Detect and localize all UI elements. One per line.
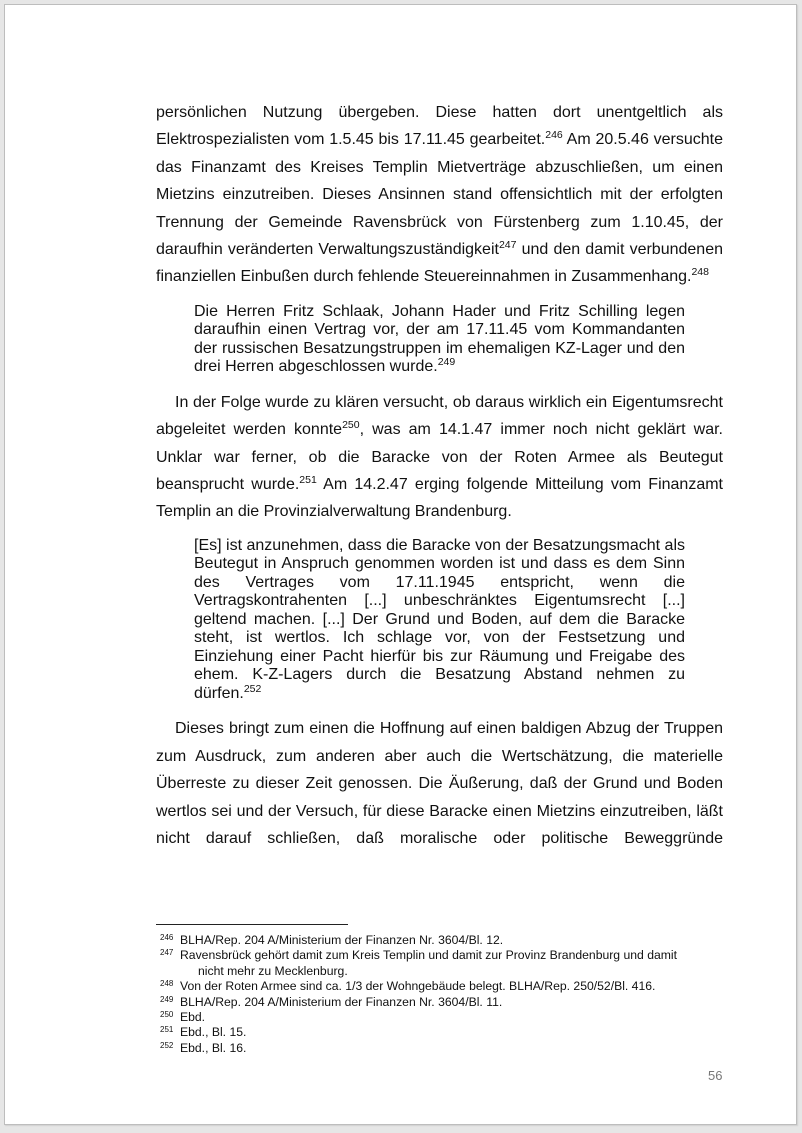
footnote-text-continuation: nicht mehr zu Mecklenburg. bbox=[198, 963, 348, 978]
paragraph-text: Am 20.5.46 versuchte das Finanzamt des Kreises Templin Mietverträge abzuschließen, um einen Mietzins einzutreiben. Dieses Ansinnen stand offensichtlich mit der erfolgten Trennung der Gemeinde Ravensbrück von Fürstenberg zum 1.10.45, der daraufhin veränderten Verwaltungszuständigkeit bbox=[156, 131, 724, 259]
footnote-number: 250 bbox=[160, 1010, 174, 1020]
paragraph-2 bbox=[156, 389, 723, 526]
footnote-text: BLHA/Rep. 204 A/Ministerium der Finanzen Nr. 3604/Bl. 12. bbox=[180, 933, 504, 947]
paragraph-text: In der Folge wurde zu klären versucht, ob daraus wirklich ein Eigentumsrecht abgeleitet werden konnte bbox=[156, 393, 723, 439]
quote-text: [Es] ist anzunehmen, dass die Baracke von der Besatzungsmacht als Beutegut in Anspruch genommen worden ist und dass es dem Sinn des Vertrages vom 17.11.1945 entspricht, wenn die Vertragskontrahenten [...] unbeschränktes Eigentumsrecht [...] geltend machen. [...] Der Grund und Boden, auf dem die Baracke steht, ist wertlos. Ich schlage vor, von der Festsetzung und Einziehung einer Pacht hierfür bis zur Räumung und Freigabe des ehem. K-Z-Lagers durch die Besatzung Abstand nehmen zu dürfen. bbox=[194, 536, 685, 702]
footnote-ref-251[interactable]: 251 bbox=[299, 474, 317, 487]
paragraph-text: persönlichen Nutzung übergeben. Diese hatten dort unentgeltlich als Elektrospezialisten vom 1.5.45 bis 17.11.45 gearbeitet. bbox=[156, 104, 723, 149]
paragraph-1 bbox=[156, 99, 723, 291]
footnote-ref-250[interactable]: 250 bbox=[342, 419, 360, 432]
footnote-251 bbox=[156, 1025, 727, 1040]
footnote-number: 251 bbox=[160, 1025, 174, 1035]
footnote-text: Ravensbrück gehört damit zum Kreis Templin und damit zur Provinz Brandenburg und damit bbox=[180, 948, 677, 963]
paragraph-text: , was am 14.1.47 immer noch nicht geklärt war. Unklar war ferner, ob die Baracke von der Roten Armee als Beutegut beansprucht wurde. bbox=[156, 421, 723, 494]
page-number: 56 bbox=[708, 1068, 723, 1083]
paragraph-text: und den damit verbundenen finanziellen Einbußen durch fehlende Steuereinnahmen in Zusammenhang. bbox=[156, 241, 723, 286]
block-quote-2 bbox=[194, 537, 685, 704]
footnote-number: 247 bbox=[160, 948, 174, 958]
footnote-text: Ebd. bbox=[180, 1010, 206, 1025]
document-page bbox=[4, 4, 797, 1125]
footnote-ref-247[interactable]: 247 bbox=[498, 239, 517, 252]
block-quote-1 bbox=[194, 303, 685, 377]
main-text bbox=[156, 99, 723, 852]
footnote-246 bbox=[156, 933, 727, 948]
paragraph-3: Dieses bringt zum einen die Hoffnung auf einen baldigen Abzug der Truppen zum Ausdruck, zum anderen aber auch die Wertschätzung, die materielle Überreste zu dieser Zeit genossen. Die Äußerung, daß der Grund und Boden wertlos sei und der Versuch, für diese Baracke einen Mietzins einzutreiben, läßt nicht darauf schließen, daß moralische oder politische Beweggründe bbox=[156, 720, 723, 847]
footnote-number: 246 bbox=[160, 933, 174, 942]
footnote-text: Von der Roten Armee sind ca. 1/3 der Wohngebäude belegt. BLHA/Rep. 250/52/Bl. 416. bbox=[180, 979, 656, 994]
footnote-ref-252[interactable]: 252 bbox=[243, 682, 262, 695]
footnote-number: 252 bbox=[160, 1040, 174, 1050]
footnote-248 bbox=[156, 979, 727, 994]
footnote-252 bbox=[156, 1041, 727, 1056]
paragraph-text: Am 14.2.47 erging folgende Mitteilung vom Finanzamt Templin an die Provinzialverwaltung Brandenburg. bbox=[156, 476, 724, 521]
footnote-249 bbox=[156, 995, 727, 1010]
footnote-text: Ebd., Bl. 15. bbox=[180, 1025, 247, 1040]
quote-text: Die Herren Fritz Schlaak, Johann Hader und Fritz Schilling legen daraufhin einen Vertrag vor, der am 17.11.45 vom Kommandanten der russischen Besatzungstruppen im ehemaligen KZ-Lager und den drei Herren abgeschlossen wurde. bbox=[194, 302, 685, 376]
footnote-ref-249[interactable]: 249 bbox=[437, 356, 456, 369]
footnote-text: Ebd., Bl. 16. bbox=[180, 1040, 247, 1055]
footnote-250 bbox=[156, 1010, 727, 1025]
footnote-text: BLHA/Rep. 204 A/Ministerium der Finanzen Nr. 3604/Bl. 11. bbox=[180, 994, 503, 1009]
footnote-ref-246[interactable]: 246 bbox=[545, 129, 563, 142]
footnote-ref-248[interactable]: 248 bbox=[691, 266, 709, 279]
footnotes bbox=[156, 924, 727, 1056]
footnote-number: 249 bbox=[160, 994, 174, 1004]
footnote-247 bbox=[156, 948, 727, 979]
footnote-separator bbox=[156, 924, 348, 925]
footnote-number: 248 bbox=[160, 979, 174, 989]
